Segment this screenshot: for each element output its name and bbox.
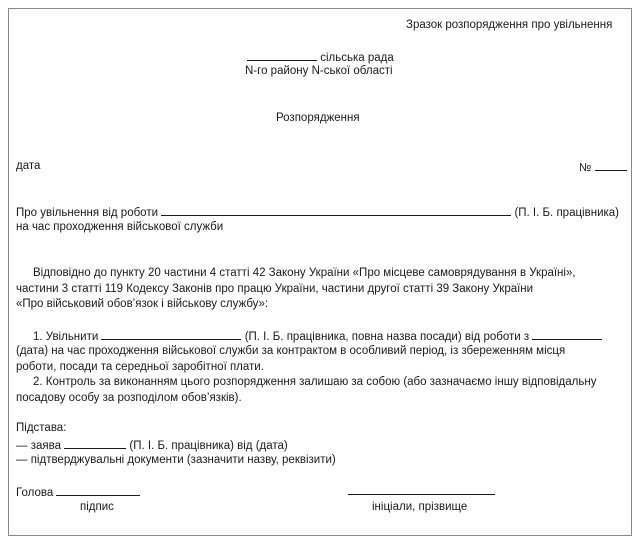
name-caption: ініціали, прізвище — [372, 501, 468, 513]
number-field — [579, 159, 627, 175]
basis-line-2: — підтверджувальні документи (зазначити назву, реквізити) — [16, 454, 336, 466]
subject-line-2: на час проходження військової служби — [16, 221, 224, 233]
signature-caption: підпис — [80, 501, 114, 513]
subject-suffix: (П. І. Б. працівника) — [514, 207, 619, 219]
date-label: дата — [16, 160, 41, 172]
preamble-line-1: Відповідно до пункту 20 частини 4 статті 42 Закону України «Про місцеве самоврядування в Україні», — [33, 267, 576, 279]
item-1-line-2: (дата) на час проходження військової служби за контрактом в особливий період, із збереженням місця — [16, 345, 566, 357]
head-label: Голова — [16, 487, 54, 499]
item-1-line-1 — [33, 328, 602, 344]
document-title: Розпорядження — [276, 112, 360, 124]
item-1-prefix: 1. Увільнити — [33, 331, 99, 343]
council-suffix: сільська рада — [320, 52, 394, 64]
employee-blank — [101, 328, 241, 340]
basis-prefix: — заява — [16, 440, 61, 452]
council-line — [247, 49, 394, 65]
subject-line-1 — [16, 204, 619, 220]
subject-prefix: Про увільнення від роботи — [16, 207, 159, 219]
name-blank — [348, 494, 495, 495]
item-1-line-3: роботи, посади та середньої заробітної плати. — [16, 361, 264, 373]
preamble-line-2: частини 3 статті 119 Кодексу Законів про працю України, частини другої статті 39 Закону України — [16, 283, 534, 295]
preamble-line-3: «Про військовий обов’язок і військову службу»: — [16, 298, 269, 310]
basis-line-1 — [16, 437, 288, 453]
item-1-middle: (П. І. Б. працівника, повна назва посади) від роботи з — [244, 331, 530, 343]
sample-title: Зразок розпорядження про увільнення — [406, 19, 613, 31]
signature-blank — [56, 484, 140, 496]
date-from-blank — [532, 328, 602, 340]
number-blank — [595, 159, 627, 171]
item-2-line-1: 2. Контроль за виконанням цього розпорядження залишаю за собою (або зазначаємо іншу відповідальну — [33, 376, 597, 388]
district-line: N-го району N-ської області — [245, 65, 393, 77]
head-signature-line — [16, 484, 140, 500]
number-label: № — [579, 162, 592, 174]
basis-heading: Підстава: — [16, 422, 67, 434]
application-blank — [64, 437, 126, 449]
basis-suffix: (П. І. Б. працівника) від (дата) — [129, 440, 288, 452]
employee-name-blank — [161, 204, 511, 216]
item-2-line-2: посадову особу за розподілом обов’язків). — [16, 392, 242, 404]
council-name-blank — [247, 49, 317, 61]
